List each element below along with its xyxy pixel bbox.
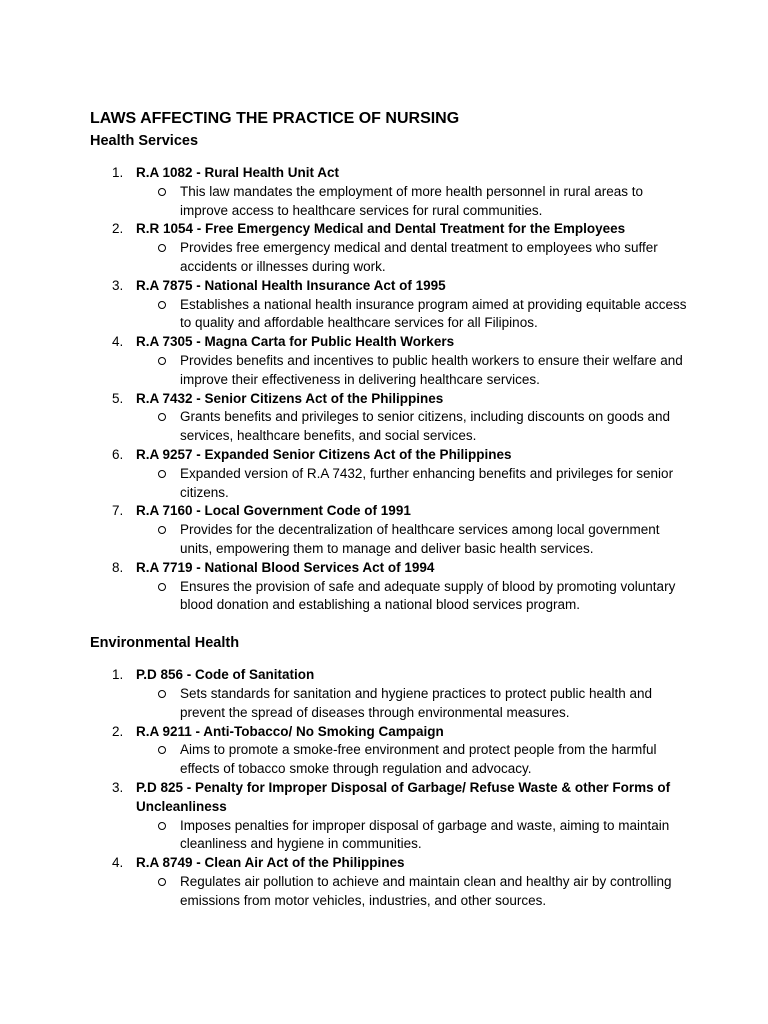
- hollow-bullet-icon: [158, 526, 166, 534]
- law-description: [136, 183, 690, 221]
- law-title: P.D 856 - Code of Sanitation: [136, 667, 315, 683]
- law-item: [90, 723, 690, 779]
- description-text: Expanded version of R.A 7432, further enhancing benefits and privileges for senior citizens.: [180, 465, 674, 500]
- law-item: [90, 390, 690, 446]
- hollow-bullet-icon: [158, 822, 166, 830]
- law-item: [90, 277, 690, 333]
- item-number: 8.: [112, 559, 124, 575]
- description-text: Ensures the provision of safe and adequate supply of blood by promoting voluntary blood donation and establishing a national blood services program.: [180, 578, 676, 613]
- law-description: [136, 465, 690, 503]
- hollow-bullet-icon: [158, 301, 166, 309]
- law-item: [90, 559, 690, 615]
- law-description: [136, 817, 690, 855]
- law-description: [136, 741, 690, 779]
- item-number: 6.: [112, 446, 124, 462]
- item-number: 5.: [112, 390, 124, 406]
- environmental-health-list: [90, 666, 690, 910]
- law-title: R.A 1082 - Rural Health Unit Act: [136, 165, 340, 180]
- description-text: Provides free emergency medical and dental treatment to employees who suffer accidents or illnesses during work.: [180, 240, 658, 274]
- description-text: Provides benefits and incentives to public health workers to ensure their welfare and improve their effectiveness in delivering healthcare services.: [180, 352, 683, 387]
- item-number: 1.: [112, 667, 124, 683]
- law-item: [90, 333, 690, 389]
- section-heading-health-services: Health Services: [90, 133, 199, 149]
- description-text: This law mandates the employment of more health personnel in rural areas to improve access to healthcare services for rural communities.: [180, 183, 643, 218]
- item-number: 2.: [112, 221, 124, 237]
- law-title: R.A 7305 - Magna Carta for Public Health Workers: [136, 334, 455, 350]
- law-title: R.A 7432 - Senior Citizens Act of the Philippines: [136, 390, 444, 406]
- description-text: Regulates air pollution to achieve and maintain clean and healthy air by controlling emissions from motor vehicles, industries, and other sources.: [180, 873, 672, 908]
- description-text: Sets standards for sanitation and hygiene practices to protect public health and prevent the spread of diseases through environmental measures.: [180, 685, 653, 720]
- law-item: [90, 164, 690, 220]
- law-description: [136, 239, 690, 277]
- hollow-bullet-icon: [158, 244, 166, 252]
- law-item: [90, 502, 690, 558]
- hollow-bullet-icon: [158, 878, 166, 886]
- item-number: 4.: [112, 334, 124, 350]
- hollow-bullet-icon: [158, 746, 166, 754]
- document-page: [90, 108, 690, 910]
- hollow-bullet-icon: [158, 413, 166, 421]
- law-description: [136, 408, 690, 446]
- hollow-bullet-icon: [158, 470, 166, 478]
- law-item: [90, 779, 690, 854]
- hollow-bullet-icon: [158, 583, 166, 591]
- item-number: 4.: [112, 855, 124, 871]
- law-item: [90, 854, 690, 910]
- law-item: [90, 220, 690, 276]
- hollow-bullet-icon: [158, 357, 166, 365]
- law-description: [136, 352, 690, 390]
- section-heading-environmental-health: Environmental Health: [90, 635, 240, 652]
- description-text: Aims to promote a smoke-free environment and protect people from the harmful effects of tobacco smoke through regulation and advocacy.: [180, 742, 657, 777]
- description-text: Grants benefits and privileges to senior citizens, including discounts on goods and services, healthcare benefits, and social services.: [180, 409, 671, 444]
- law-item: [90, 666, 690, 722]
- law-title: P.D 825 - Penalty for Improper Disposal of Garbage/ Refuse Waste & other Forms of Uncleanliness: [136, 779, 671, 814]
- law-title: R.A 8749 - Clean Air Act of the Philippines: [136, 855, 405, 871]
- description-text: Provides for the decentralization of healthcare services among local government units, empowering them to manage and deliver basic health services.: [180, 522, 660, 556]
- document-title: LAWS AFFECTING THE PRACTICE OF NURSING: [90, 110, 460, 127]
- law-description: [136, 685, 690, 723]
- law-description: [136, 521, 690, 559]
- law-title: R.A 7875 - National Health Insurance Act of 1995: [136, 277, 446, 293]
- hollow-bullet-icon: [158, 690, 166, 698]
- item-number: 2.: [112, 723, 124, 739]
- description-text: Establishes a national health insurance program aimed at providing equitable access to quality and affordable healthcare services for all Filipinos.: [180, 296, 687, 331]
- law-title: R.A 9257 - Expanded Senior Citizens Act of the Philippines: [136, 446, 512, 462]
- law-description: [136, 873, 690, 911]
- law-title: R.A 7719 - National Blood Services Act of 1994: [136, 559, 435, 575]
- item-number: 3.: [112, 277, 124, 293]
- health-services-list: [90, 164, 690, 615]
- law-item: [90, 446, 690, 502]
- hollow-bullet-icon: [158, 188, 166, 196]
- law-title: R.A 7160 - Local Government Code of 1991: [136, 503, 411, 519]
- item-number: 3.: [112, 779, 124, 795]
- law-title: R.A 9211 - Anti-Tobacco/ No Smoking Campaign: [136, 723, 444, 739]
- law-description: [136, 578, 690, 616]
- item-number: 7.: [112, 503, 124, 519]
- description-text: Imposes penalties for improper disposal of garbage and waste, aiming to maintain cleanliness and hygiene in communities.: [180, 817, 670, 852]
- item-number: 1.: [112, 165, 124, 180]
- law-title: R.R 1054 - Free Emergency Medical and Dental Treatment for the Employees: [136, 221, 626, 237]
- law-description: [136, 296, 690, 334]
